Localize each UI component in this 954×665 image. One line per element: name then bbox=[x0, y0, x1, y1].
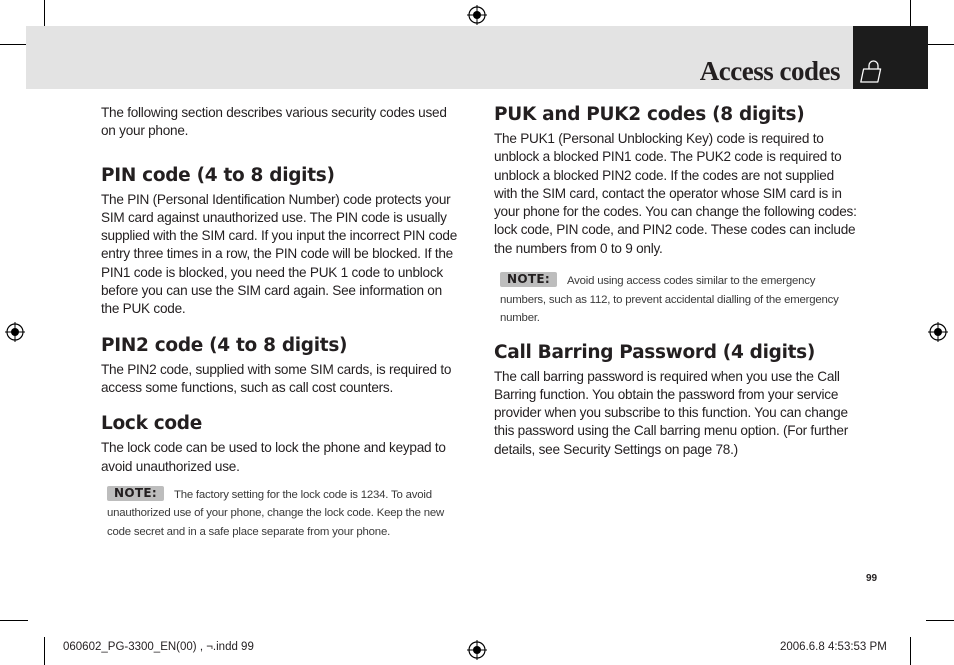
note-badge: NOTE: bbox=[500, 272, 557, 287]
page-number: 99 bbox=[866, 573, 878, 584]
page-title: Access codes bbox=[699, 56, 840, 86]
crop-mark bbox=[926, 620, 954, 621]
intro-paragraph: The following section describes various security codes used on your phone. bbox=[101, 105, 447, 139]
crop-mark bbox=[910, 637, 911, 665]
pin-code-paragraph: The PIN (Personal Identification Number) code protects your SIM card against unauthorized use. The PIN code is usually supplied with the SIM card. If you input the incorrect PIN code entry three times in a row, the PIN code will be blocked. If the PIN1 code is blocked, you need the PUK 1 code to unblock before you can use the SIM card again. See information on the PUK code. bbox=[101, 191, 458, 317]
pin-code-heading: PIN code (4 to 8 digits) bbox=[101, 164, 335, 186]
pin2-code-paragraph: The PIN2 code, supplied with some SIM cards, is required to access some functions, such as call cost counters. bbox=[101, 361, 452, 395]
call-barring-paragraph: The call barring password is required when you use the Call Barring function. You obtain the password from your service provider when you subscribe to this function. You can change this password using the Call barring menu option. (For further details, see Security Settings on page 78.) bbox=[494, 368, 848, 457]
registration-mark-icon bbox=[928, 322, 948, 342]
note-text: The factory setting for the lock code is 1234. To avoid unauthorized use of your phone, change the lock code. Keep the new code secret and in a safe place separate from your phone. bbox=[107, 488, 444, 538]
puk-codes-heading: PUK and PUK2 codes (8 digits) bbox=[494, 104, 805, 125]
puk-codes-paragraph: The PUK1 (Personal Unblocking Key) code is required to unblock a blocked PIN1 code. The PUK2 code is required to unblock a blocked PIN2 code. If the codes are not supplied with the SIM card, contact the operator whose SIM card is in your phone for the codes. You can change the following codes: lock code, PIN code, and PIN2 code. These codes can include the numbers from 0 to 9 only. bbox=[494, 131, 857, 256]
crop-mark bbox=[926, 44, 954, 45]
pin2-code-heading: PIN2 code (4 to 8 digits) bbox=[101, 334, 348, 356]
note-badge: NOTE: bbox=[107, 486, 164, 501]
crop-mark bbox=[910, 0, 911, 28]
lock-icon bbox=[860, 60, 886, 84]
left-column bbox=[101, 104, 461, 541]
registration-mark-icon bbox=[467, 640, 487, 660]
crop-mark bbox=[0, 44, 28, 45]
registration-mark-icon bbox=[5, 322, 25, 342]
footer-file-name: 060602_PG-3300_EN(00) , ¬.indd 99 bbox=[63, 641, 254, 653]
right-column bbox=[494, 104, 858, 459]
emergency-note bbox=[500, 272, 850, 328]
call-barring-heading: Call Barring Password (4 digits) bbox=[494, 341, 816, 363]
crop-mark bbox=[0, 620, 28, 621]
lock-code-heading: Lock code bbox=[101, 413, 202, 435]
lock-code-paragraph: The lock code can be used to lock the phone and keypad to avoid unauthorized use. bbox=[101, 440, 446, 474]
footer-timestamp: 2006.6.8 4:53:53 PM bbox=[780, 641, 887, 653]
note-text: Avoid using access codes similar to the emergency numbers, such as 112, to prevent accidental dialling of the emergency number. bbox=[500, 275, 839, 325]
crop-mark bbox=[44, 637, 45, 665]
lock-code-note bbox=[107, 486, 461, 542]
registration-mark-icon bbox=[467, 5, 487, 25]
crop-mark bbox=[44, 0, 45, 28]
